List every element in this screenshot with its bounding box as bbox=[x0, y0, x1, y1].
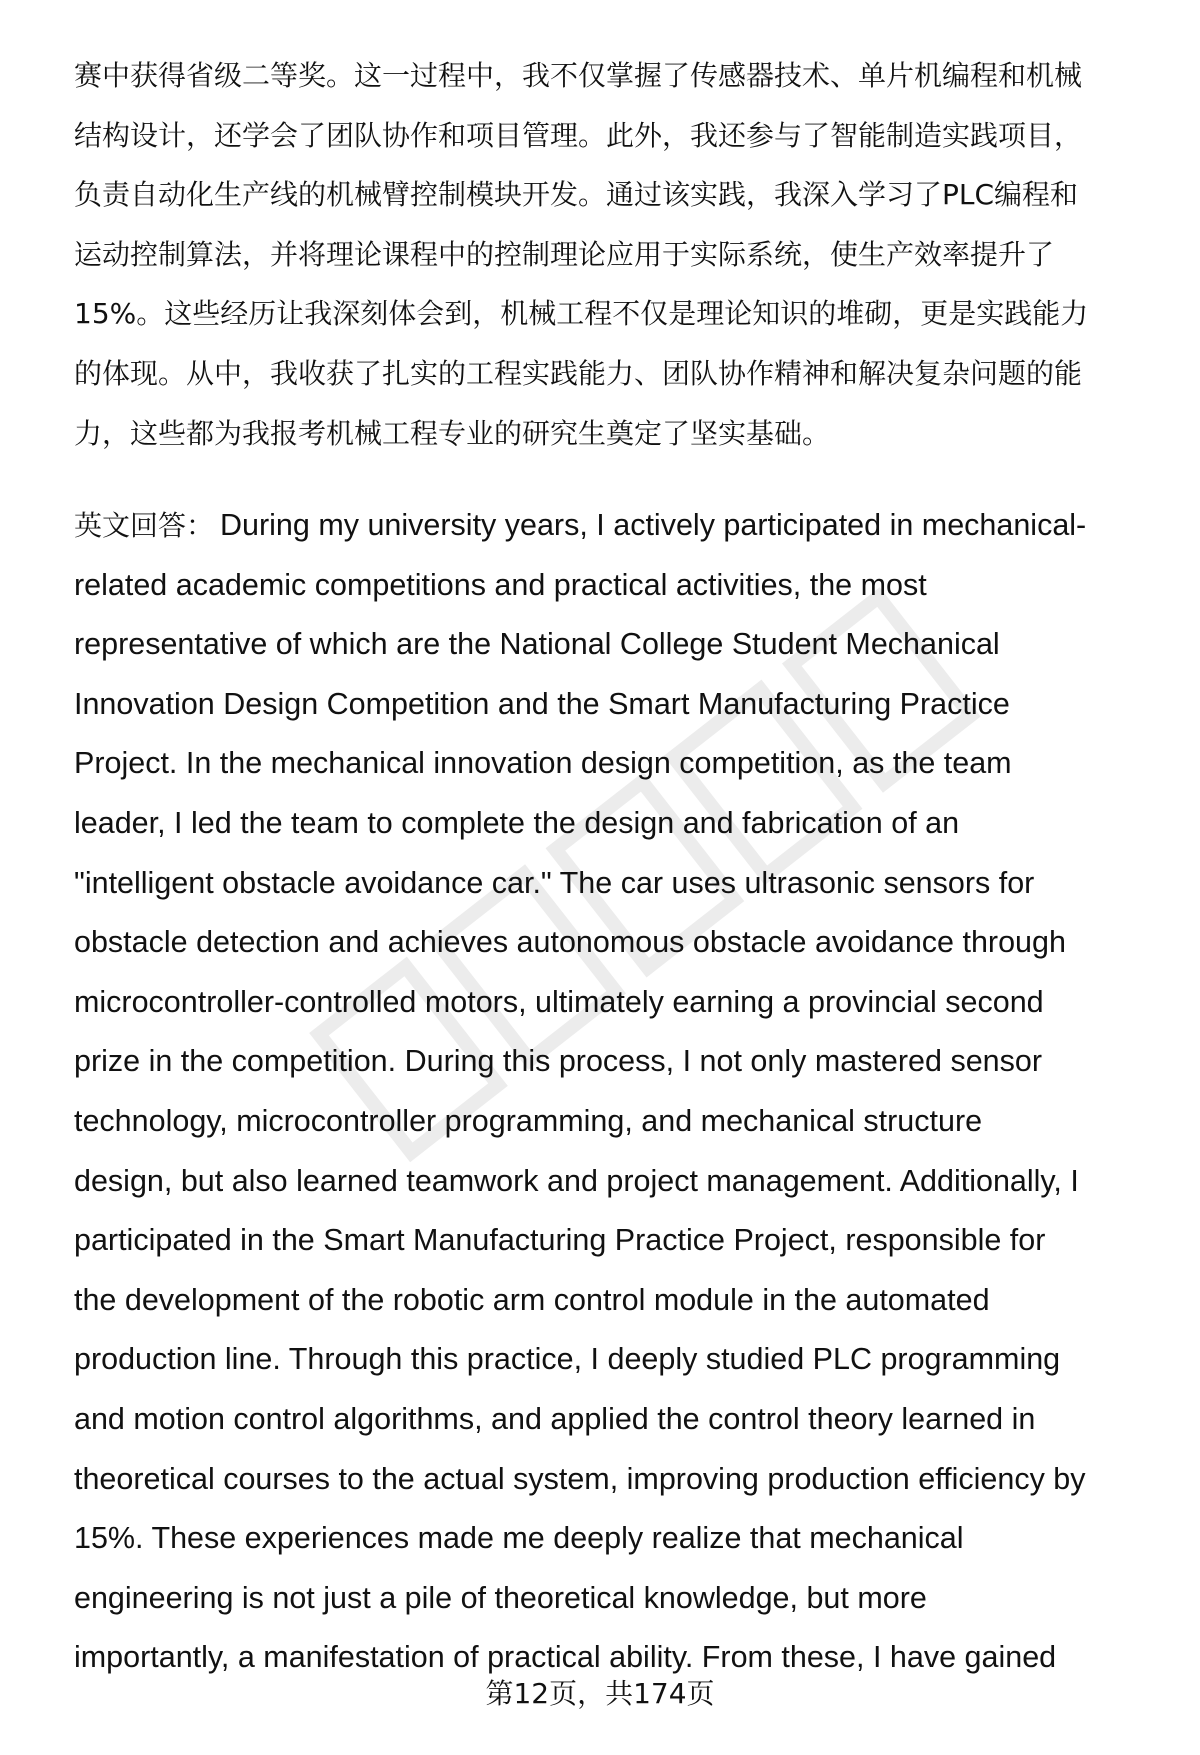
english-paragraph-line: participated in the Smart Manufacturing Practice Project, responsible for bbox=[74, 1223, 1046, 1258]
chinese-paragraph-line: 运动控制算法，并将理论课程中的控制理论应用于实际系统，使生产效率提升了 bbox=[74, 237, 1055, 271]
chinese-paragraph-line: 赛中获得省级二等奖。这一过程中，我不仅掌握了传感器技术、单片机编程和机械 bbox=[74, 59, 1083, 92]
english-paragraph-line: representative of which are the National College Student Mechanical bbox=[74, 627, 1000, 662]
english-paragraph-line: "intelligent obstacle avoidance car." The car uses ultrasonic sensors for bbox=[74, 865, 1035, 900]
english-paragraph-line: production line. Through this practice, I deeply studied PLC programming bbox=[74, 1342, 1061, 1377]
english-paragraph-line: leader, I led the team to complete the design and fabrication of an bbox=[74, 806, 960, 840]
chinese-paragraph-line: 的体现。从中，我收获了扎实的工程实践能力、团队协作精神和解决复杂问题的能 bbox=[74, 357, 1083, 390]
english-paragraph-line: prize in the competition. During this process, I not only mastered sensor bbox=[74, 1044, 1042, 1079]
english-paragraph-line: related academic competitions and practical activities, the most bbox=[74, 567, 927, 602]
chinese-paragraph-line: 力，这些都为我报考机械工程专业的研究生奠定了坚实基础。 bbox=[74, 416, 831, 450]
english-paragraph-line: engineering is not just a pile of theoretical knowledge, but more bbox=[74, 1580, 927, 1615]
english-paragraph-line bbox=[74, 505, 1086, 546]
english-paragraph-line: theoretical courses to the actual system, improving production efficiency by bbox=[74, 1461, 1086, 1496]
english-paragraph-line: and motion control algorithms, and applied the control theory learned in bbox=[74, 1402, 1036, 1436]
english-line-text: During my university years, I actively participated in mechanical- bbox=[220, 508, 1087, 542]
english-paragraph-line: Innovation Design Competition and the Smart Manufacturing Practice bbox=[74, 686, 1010, 721]
english-answer-label: 英文回答： bbox=[74, 509, 215, 542]
chinese-paragraph-line: 结构设计，还学会了团队协作和项目管理。此外，我还参与了智能制造实践项目， bbox=[74, 118, 1083, 152]
english-paragraph-line: the development of the robotic arm control module in the automated bbox=[74, 1282, 990, 1317]
english-paragraph-line: technology, microcontroller programming, and mechanical structure bbox=[74, 1104, 983, 1138]
chinese-paragraph-line: 负责自动化生产线的机械臂控制模块开发。通过该实践，我深入学习了PLC编程和 bbox=[74, 178, 1079, 212]
page-footer: 第12页，共174页 bbox=[485, 1677, 715, 1710]
chinese-paragraph-line: 15%。这些经历让我深刻体会到，机械工程不仅是理论知识的堆砌，更是实践能力 bbox=[74, 297, 1089, 331]
english-paragraph-line: obstacle detection and achieves autonomous obstacle avoidance through bbox=[74, 925, 1066, 960]
english-paragraph-line: importantly, a manifestation of practical ability. From these, I have gained bbox=[74, 1640, 1057, 1675]
english-paragraph-line: design, but also learned teamwork and project management. Additionally, I bbox=[74, 1163, 1079, 1198]
english-paragraph-line: Project. In the mechanical innovation design competition, as the team bbox=[74, 746, 1012, 781]
english-paragraph-line: 15%. These experiences made me deeply realize that mechanical bbox=[74, 1521, 964, 1556]
english-paragraph-line: microcontroller-controlled motors, ultimately earning a provincial second bbox=[74, 984, 1044, 1019]
